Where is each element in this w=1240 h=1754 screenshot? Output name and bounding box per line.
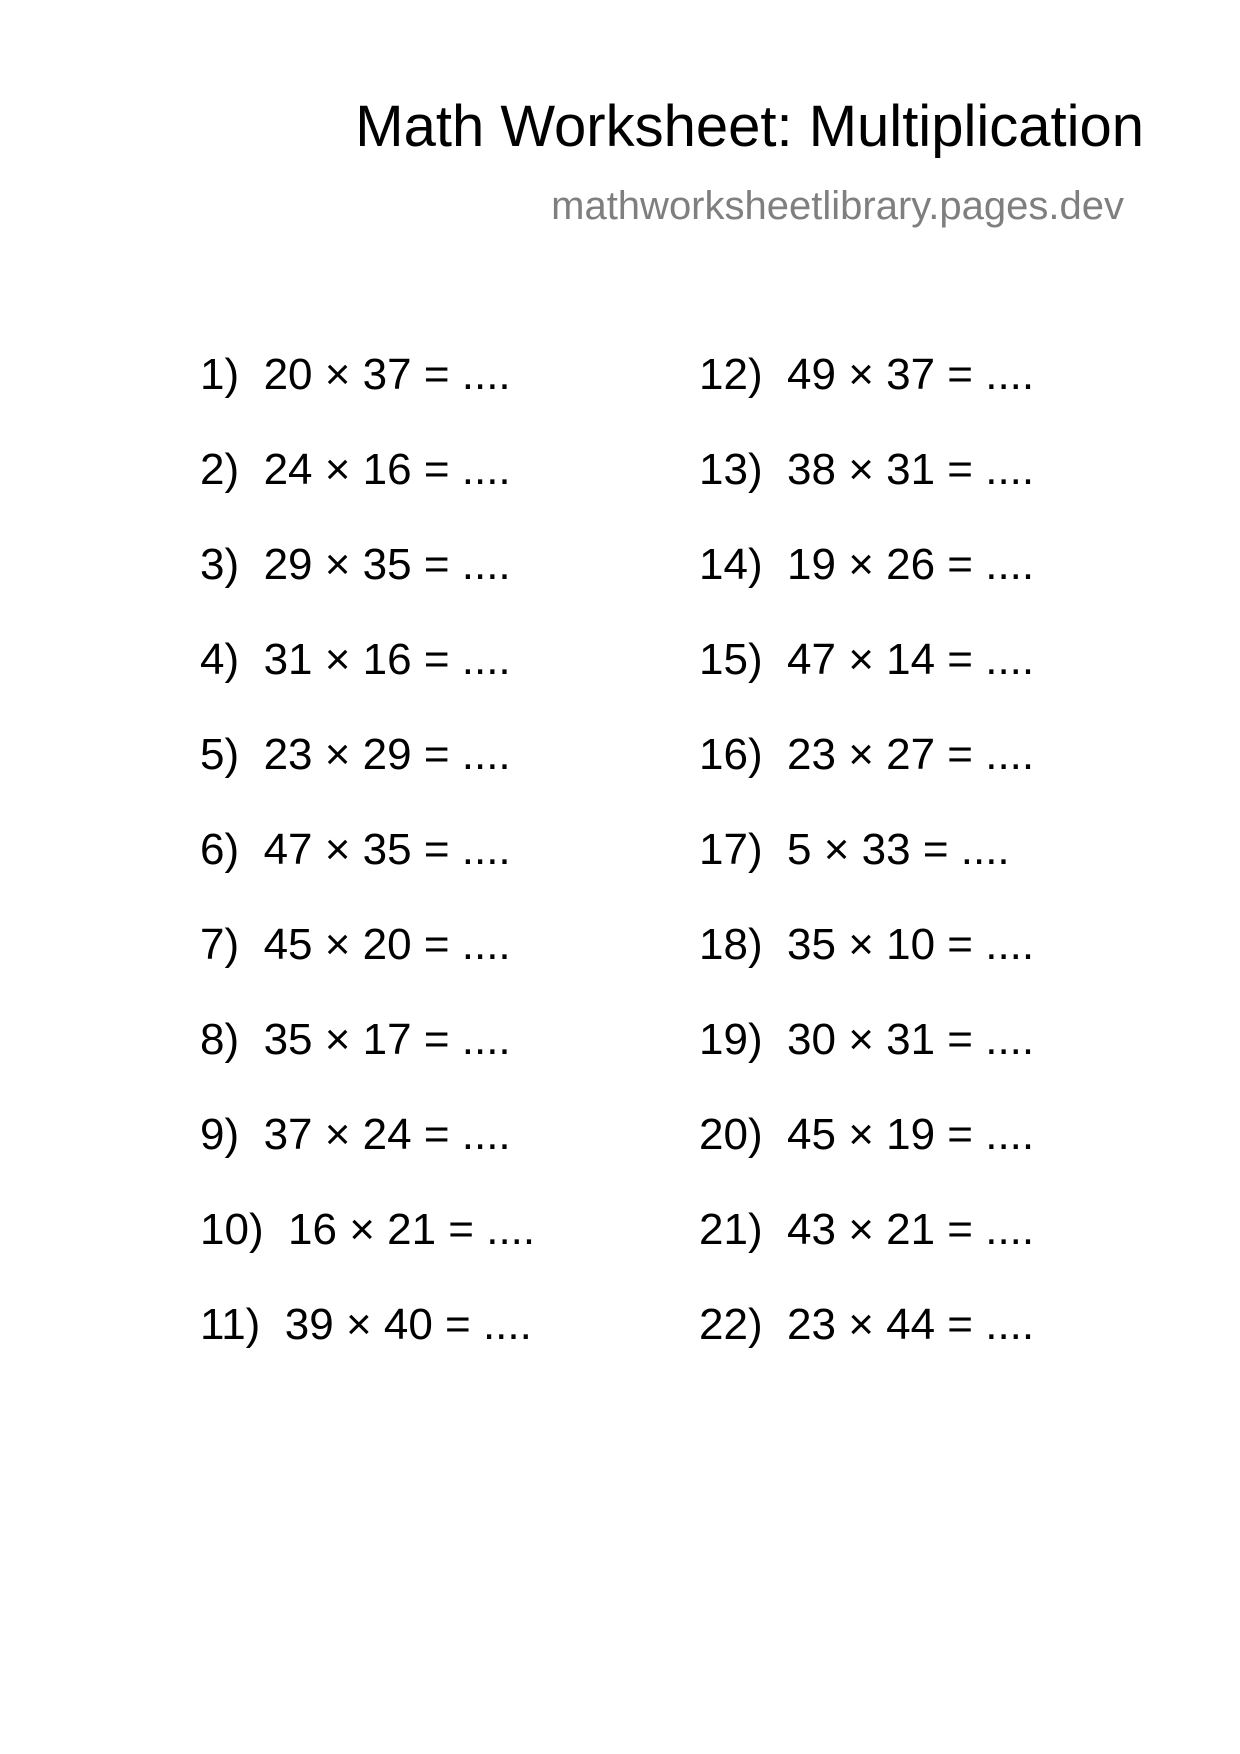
problem-column-left (200, 350, 536, 1398)
problem-item: 22) 23 × 44 = .... (699, 1300, 1035, 1349)
problem-item: 1) 20 × 37 = .... (200, 350, 511, 399)
problem-item: 10) 16 × 21 = .... (200, 1205, 536, 1254)
problem-item: 12) 49 × 37 = .... (699, 350, 1035, 399)
problem-item: 7) 45 × 20 = .... (200, 920, 511, 969)
problem-item: 11) 39 × 40 = .... (200, 1300, 532, 1349)
problem-item: 13) 38 × 31 = .... (699, 445, 1035, 494)
problem-item: 15) 47 × 14 = .... (699, 635, 1035, 684)
problem-item: 9) 37 × 24 = .... (200, 1110, 511, 1159)
problem-item: 21) 43 × 21 = .... (699, 1205, 1035, 1254)
problem-item: 20) 45 × 19 = .... (699, 1110, 1035, 1159)
problem-item: 17) 5 × 33 = .... (699, 825, 1010, 874)
problem-item: 5) 23 × 29 = .... (200, 730, 511, 779)
worksheet-source-url: mathworksheetlibrary.pages.dev (551, 184, 1124, 228)
problem-item: 2) 24 × 16 = .... (200, 445, 511, 494)
problem-item: 18) 35 × 10 = .... (699, 920, 1035, 969)
problem-item: 14) 19 × 26 = .... (699, 540, 1035, 589)
problem-column-right (699, 350, 1035, 1398)
worksheet-title: Math Worksheet: Multiplication (355, 94, 1144, 159)
problem-item: 8) 35 × 17 = .... (200, 1015, 511, 1064)
problem-item: 19) 30 × 31 = .... (699, 1015, 1035, 1064)
problem-list (0, 350, 1240, 1353)
problem-item: 3) 29 × 35 = .... (200, 540, 511, 589)
problem-item: 16) 23 × 27 = .... (699, 730, 1035, 779)
problem-item: 4) 31 × 16 = .... (200, 635, 511, 684)
problem-item: 6) 47 × 35 = .... (200, 825, 511, 874)
